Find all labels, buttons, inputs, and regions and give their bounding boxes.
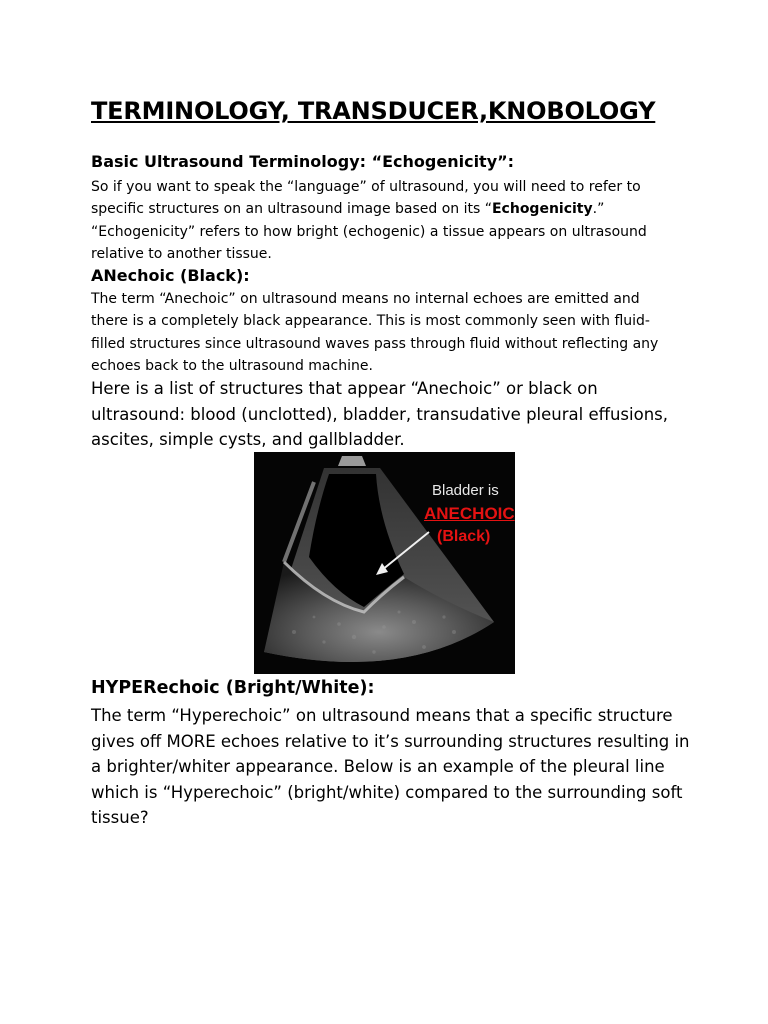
image-label-anechoic: ANECHOIC [424, 504, 515, 523]
heading-basic-terminology: Basic Ultrasound Terminology: “Echogenicity”: [91, 152, 515, 171]
image-label-bladder: Bladder is [432, 482, 499, 499]
echogenicity-bold-term: Echogenicity [491, 201, 593, 218]
image-label-black: (Black) [437, 528, 491, 545]
paragraph-anechoic-list: Here is a list of structures that appear “Anechoic” or black on ultrasound: blood (unclotted), bladder, transudative pleural effusions, ascites, simple cysts, and gallbladder. [91, 379, 669, 449]
paragraph-hyperechoic: The term “Hyperechoic” on ultrasound means that a specific structure gives off MORE echoes relative to it’s surrounding structures resulting in a brighter/whiter appearance. Below is an example of the pleural line which is “Hyperechoic” (bright/white) compared to the surrounding soft tissue? [91, 706, 690, 827]
paragraph-anechoic: The term “Anechoic” on ultrasound means no internal echoes are emitted and there is a completely black appearance. This is most commonly seen with fluid-filled structures since ultrasound waves pass through fluid without reflecting any echoes back to the ultrasound machine. [91, 291, 659, 374]
probe-artifact [338, 456, 366, 466]
heading-anechoic: ANechoic (Black): [91, 266, 250, 285]
paragraph-echogenicity [91, 176, 681, 265]
page-title: TERMINOLOGY, TRANSDUCER,KNOBOLOGY [91, 97, 656, 125]
ultrasound-bladder-image [254, 452, 515, 674]
paragraph-echogenicity-part1: So if you want to speak the “language” of ultrasound, you will need to refer to specific structures on an ultrasound image based on its “ [91, 179, 641, 218]
paragraph-echogenicity-part2: .” “Echogenicity” refers to how bright (echogenic) a tissue appears on ultrasound relative to another tissue. [91, 201, 647, 262]
heading-hyperechoic: HYPERechoic (Bright/White): [91, 678, 375, 698]
